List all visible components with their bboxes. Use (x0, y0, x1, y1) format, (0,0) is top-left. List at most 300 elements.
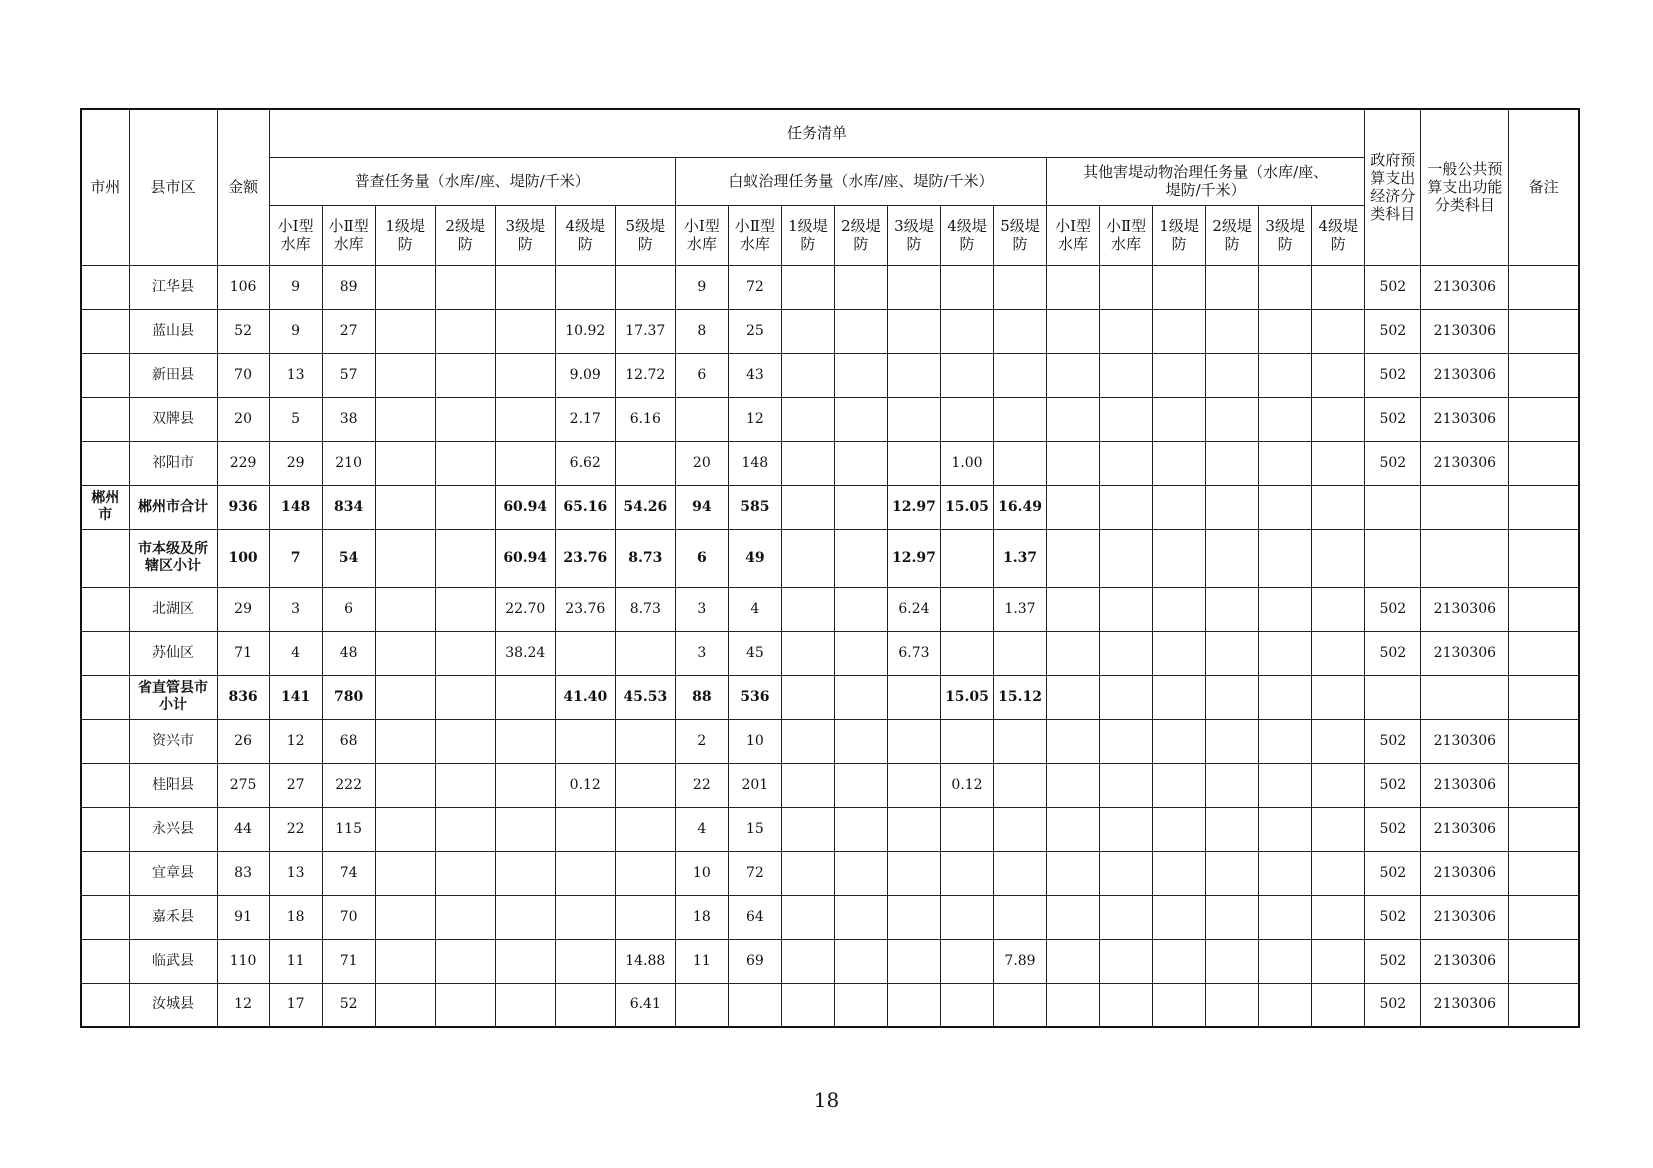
cell-survey: 54 (322, 529, 375, 587)
cell-other (1100, 719, 1153, 763)
cell-survey: 4 (269, 631, 322, 675)
cell-termite (781, 983, 834, 1027)
cell-termite: 4 (675, 807, 728, 851)
cell-other (1100, 895, 1153, 939)
header-other-col: 2级堤防 (1206, 205, 1259, 265)
cell-termite (940, 631, 993, 675)
cell-survey: 3 (269, 587, 322, 631)
cell-termite (834, 485, 887, 529)
cell-termite: 18 (675, 895, 728, 939)
cell-termite: 3 (675, 587, 728, 631)
cell-survey: 65.16 (555, 485, 615, 529)
cell-survey (615, 807, 675, 851)
cell-termite: 2 (675, 719, 728, 763)
cell-termite (834, 397, 887, 441)
cell-termite (994, 763, 1047, 807)
cell-city (81, 353, 129, 397)
cell-termite: 12 (728, 397, 781, 441)
cell-amount: 52 (217, 309, 269, 353)
cell-remark (1509, 631, 1579, 675)
cell-termite (834, 587, 887, 631)
cell-survey: 834 (322, 485, 375, 529)
cell-other (1047, 587, 1100, 631)
cell-survey: 5 (269, 397, 322, 441)
cell-termite (994, 719, 1047, 763)
cell-termite (994, 397, 1047, 441)
cell-termite (940, 309, 993, 353)
cell-termite (834, 309, 887, 353)
cell-func-class: 2130306 (1421, 441, 1509, 485)
table-row (81, 631, 1579, 675)
cell-termite (834, 719, 887, 763)
cell-other (1100, 939, 1153, 983)
cell-other (1100, 309, 1153, 353)
cell-other (1153, 763, 1206, 807)
cell-city (81, 587, 129, 631)
cell-econ-class: 502 (1365, 851, 1421, 895)
table-row (81, 353, 1579, 397)
cell-survey: 13 (269, 353, 322, 397)
header-termite-col: 5级堤防 (994, 205, 1047, 265)
cell-remark (1509, 763, 1579, 807)
cell-other (1206, 485, 1259, 529)
header-survey-col: 1级堤防 (375, 205, 435, 265)
cell-func-class: 2130306 (1421, 807, 1509, 851)
cell-survey (375, 353, 435, 397)
cell-other (1047, 983, 1100, 1027)
cell-remark (1509, 983, 1579, 1027)
cell-survey: 9.09 (555, 353, 615, 397)
cell-other (1206, 851, 1259, 895)
cell-other (1100, 763, 1153, 807)
cell-other (1312, 631, 1365, 675)
cell-city (81, 851, 129, 895)
cell-survey: 38.24 (495, 631, 555, 675)
cell-survey: 11 (269, 939, 322, 983)
cell-survey (435, 763, 495, 807)
cell-termite: 0.12 (940, 763, 993, 807)
cell-other (1312, 939, 1365, 983)
cell-survey (435, 675, 495, 719)
cell-city (81, 983, 129, 1027)
cell-termite (940, 265, 993, 309)
cell-survey: 68 (322, 719, 375, 763)
cell-survey: 29 (269, 441, 322, 485)
cell-other (1312, 895, 1365, 939)
cell-other (1312, 265, 1365, 309)
cell-survey (375, 309, 435, 353)
cell-survey: 222 (322, 763, 375, 807)
cell-termite (781, 851, 834, 895)
cell-termite (781, 939, 834, 983)
header-termite-col: 4级堤防 (940, 205, 993, 265)
cell-termite (834, 631, 887, 675)
cell-survey (435, 353, 495, 397)
cell-survey: 22 (269, 807, 322, 851)
cell-termite (994, 265, 1047, 309)
cell-func-class: 2130306 (1421, 763, 1509, 807)
cell-other (1100, 265, 1153, 309)
cell-termite (887, 309, 940, 353)
cell-survey: 10.92 (555, 309, 615, 353)
cell-termite (994, 851, 1047, 895)
cell-termite: 16.49 (994, 485, 1047, 529)
cell-termite (887, 939, 940, 983)
cell-other (1153, 587, 1206, 631)
cell-other (1153, 895, 1206, 939)
cell-other (1047, 763, 1100, 807)
cell-func-class: 2130306 (1421, 353, 1509, 397)
cell-survey (495, 353, 555, 397)
cell-survey: 6 (322, 587, 375, 631)
cell-termite: 64 (728, 895, 781, 939)
cell-termite (781, 895, 834, 939)
cell-termite (887, 397, 940, 441)
task-list-table (80, 108, 1580, 1028)
table-row (81, 309, 1579, 353)
cell-termite (781, 631, 834, 675)
cell-termite (887, 353, 940, 397)
cell-termite (834, 441, 887, 485)
cell-termite (728, 983, 781, 1027)
cell-termite (781, 529, 834, 587)
cell-amount: 106 (217, 265, 269, 309)
cell-other (1047, 631, 1100, 675)
cell-termite (834, 763, 887, 807)
cell-func-class (1421, 529, 1509, 587)
cell-func-class: 2130306 (1421, 851, 1509, 895)
cell-remark (1509, 895, 1579, 939)
cell-econ-class: 502 (1365, 939, 1421, 983)
cell-amount: 83 (217, 851, 269, 895)
cell-survey: 38 (322, 397, 375, 441)
cell-termite (994, 309, 1047, 353)
cell-survey: 14.88 (615, 939, 675, 983)
cell-amount: 110 (217, 939, 269, 983)
cell-other (1206, 265, 1259, 309)
cell-other (1153, 719, 1206, 763)
cell-survey (375, 807, 435, 851)
cell-other (1259, 265, 1312, 309)
cell-other (1100, 441, 1153, 485)
header-survey-col: 5级堤防 (615, 205, 675, 265)
cell-other (1047, 807, 1100, 851)
table-row (81, 983, 1579, 1027)
cell-remark (1509, 529, 1579, 587)
cell-survey (555, 719, 615, 763)
cell-other (1153, 529, 1206, 587)
cell-amount: 29 (217, 587, 269, 631)
cell-survey: 27 (322, 309, 375, 353)
cell-other (1100, 983, 1153, 1027)
cell-survey (555, 851, 615, 895)
cell-termite (994, 807, 1047, 851)
cell-other (1259, 441, 1312, 485)
cell-remark (1509, 485, 1579, 529)
header-survey-col: 小Ⅰ型水库 (269, 205, 322, 265)
cell-county: 江华县 (129, 265, 217, 309)
cell-termite (781, 719, 834, 763)
cell-termite: 3 (675, 631, 728, 675)
cell-county: 资兴市 (129, 719, 217, 763)
cell-termite (781, 587, 834, 631)
cell-econ-class: 502 (1365, 895, 1421, 939)
cell-survey: 0.12 (555, 763, 615, 807)
cell-other (1259, 485, 1312, 529)
cell-other (1259, 529, 1312, 587)
cell-amount: 26 (217, 719, 269, 763)
cell-termite (940, 807, 993, 851)
cell-amount: 229 (217, 441, 269, 485)
cell-remark (1509, 265, 1579, 309)
cell-other (1312, 397, 1365, 441)
cell-survey: 115 (322, 807, 375, 851)
table-row (81, 851, 1579, 895)
cell-county: 汝城县 (129, 983, 217, 1027)
cell-other (1259, 983, 1312, 1027)
cell-termite: 6 (675, 529, 728, 587)
cell-county: 嘉禾县 (129, 895, 217, 939)
cell-termite: 15 (728, 807, 781, 851)
cell-city (81, 895, 129, 939)
cell-survey: 60.94 (495, 529, 555, 587)
cell-termite (994, 983, 1047, 1027)
cell-termite: 10 (728, 719, 781, 763)
cell-survey: 27 (269, 763, 322, 807)
cell-func-class: 2130306 (1421, 939, 1509, 983)
cell-city (81, 441, 129, 485)
header-other-col: 3级堤防 (1259, 205, 1312, 265)
cell-city (81, 397, 129, 441)
cell-survey (435, 719, 495, 763)
cell-termite: 6.24 (887, 587, 940, 631)
cell-other (1206, 763, 1259, 807)
cell-survey (615, 763, 675, 807)
table-row (81, 939, 1579, 983)
cell-termite (834, 807, 887, 851)
cell-survey: 71 (322, 939, 375, 983)
cell-termite (834, 851, 887, 895)
cell-econ-class: 502 (1365, 397, 1421, 441)
cell-termite: 25 (728, 309, 781, 353)
cell-survey (375, 895, 435, 939)
cell-county: 永兴县 (129, 807, 217, 851)
cell-survey (435, 441, 495, 485)
cell-other (1206, 807, 1259, 851)
cell-other (1047, 441, 1100, 485)
cell-other (1312, 675, 1365, 719)
cell-other (1312, 309, 1365, 353)
cell-amount: 12 (217, 983, 269, 1027)
cell-survey: 17 (269, 983, 322, 1027)
header-survey-col: 4级堤防 (555, 205, 615, 265)
cell-survey: 6.16 (615, 397, 675, 441)
cell-city (81, 807, 129, 851)
cell-termite (781, 485, 834, 529)
cell-termite: 72 (728, 851, 781, 895)
cell-func-class: 2130306 (1421, 983, 1509, 1027)
cell-termite (887, 851, 940, 895)
cell-survey (615, 895, 675, 939)
cell-other (1153, 397, 1206, 441)
cell-survey (435, 983, 495, 1027)
cell-survey (375, 441, 435, 485)
cell-county: 北湖区 (129, 587, 217, 631)
cell-county: 双牌县 (129, 397, 217, 441)
cell-other (1259, 763, 1312, 807)
cell-other (1312, 983, 1365, 1027)
cell-county: 郴州市合计 (129, 485, 217, 529)
header-other-col: 4级堤防 (1312, 205, 1365, 265)
cell-termite (940, 719, 993, 763)
cell-other (1100, 485, 1153, 529)
cell-econ-class: 502 (1365, 719, 1421, 763)
cell-other (1047, 309, 1100, 353)
cell-termite: 10 (675, 851, 728, 895)
cell-other (1312, 851, 1365, 895)
cell-termite (940, 939, 993, 983)
cell-survey (615, 265, 675, 309)
cell-survey (375, 265, 435, 309)
cell-termite: 1.37 (994, 587, 1047, 631)
cell-other (1153, 309, 1206, 353)
header-group-other: 其他害堤动物治理任务量（水库/座、堤防/千米） (1047, 157, 1365, 205)
cell-termite (994, 895, 1047, 939)
cell-other (1206, 353, 1259, 397)
cell-city (81, 939, 129, 983)
table-row (81, 763, 1579, 807)
cell-termite (994, 441, 1047, 485)
cell-survey (495, 675, 555, 719)
cell-survey (435, 807, 495, 851)
cell-other (1259, 675, 1312, 719)
cell-termite (781, 265, 834, 309)
cell-city (81, 763, 129, 807)
cell-other (1259, 939, 1312, 983)
cell-termite: 20 (675, 441, 728, 485)
cell-survey (615, 851, 675, 895)
cell-amount: 70 (217, 353, 269, 397)
cell-amount: 71 (217, 631, 269, 675)
cell-city (81, 309, 129, 353)
cell-survey (435, 529, 495, 587)
cell-termite: 94 (675, 485, 728, 529)
table-row (81, 587, 1579, 631)
cell-termite: 6 (675, 353, 728, 397)
cell-termite: 6.73 (887, 631, 940, 675)
cell-survey (495, 309, 555, 353)
cell-other (1047, 895, 1100, 939)
cell-city (81, 719, 129, 763)
cell-survey (375, 719, 435, 763)
cell-county: 宜章县 (129, 851, 217, 895)
cell-survey (615, 631, 675, 675)
header-survey-col: 3级堤防 (495, 205, 555, 265)
cell-other (1259, 353, 1312, 397)
cell-termite: 1.37 (994, 529, 1047, 587)
cell-survey: 9 (269, 265, 322, 309)
cell-func-class: 2130306 (1421, 265, 1509, 309)
cell-county: 苏仙区 (129, 631, 217, 675)
cell-other (1206, 529, 1259, 587)
cell-other (1259, 895, 1312, 939)
cell-amount: 836 (217, 675, 269, 719)
cell-other (1153, 807, 1206, 851)
cell-amount: 936 (217, 485, 269, 529)
cell-termite: 15.05 (940, 485, 993, 529)
header-survey-col: 2级堤防 (435, 205, 495, 265)
cell-other (1047, 529, 1100, 587)
cell-termite (834, 529, 887, 587)
cell-other (1206, 675, 1259, 719)
cell-func-class: 2130306 (1421, 397, 1509, 441)
cell-termite: 1.00 (940, 441, 993, 485)
cell-termite (834, 939, 887, 983)
cell-termite: 536 (728, 675, 781, 719)
cell-termite: 7.89 (994, 939, 1047, 983)
cell-remark (1509, 939, 1579, 983)
cell-func-class: 2130306 (1421, 895, 1509, 939)
cell-survey (495, 983, 555, 1027)
cell-other (1153, 265, 1206, 309)
cell-survey: 6.41 (615, 983, 675, 1027)
cell-termite (675, 397, 728, 441)
header-amount: 金额 (217, 109, 269, 265)
cell-other (1206, 441, 1259, 485)
cell-other (1153, 631, 1206, 675)
cell-remark (1509, 441, 1579, 485)
cell-other (1153, 939, 1206, 983)
cell-other (1206, 719, 1259, 763)
cell-termite: 9 (675, 265, 728, 309)
cell-survey (375, 397, 435, 441)
cell-termite (994, 631, 1047, 675)
cell-survey: 54.26 (615, 485, 675, 529)
cell-other (1206, 983, 1259, 1027)
cell-survey (375, 763, 435, 807)
cell-survey (615, 441, 675, 485)
cell-econ-class: 502 (1365, 763, 1421, 807)
cell-termite: 148 (728, 441, 781, 485)
cell-survey: 52 (322, 983, 375, 1027)
cell-termite (940, 353, 993, 397)
cell-survey (375, 851, 435, 895)
cell-other (1100, 851, 1153, 895)
cell-survey (375, 983, 435, 1027)
cell-other (1100, 807, 1153, 851)
cell-survey (435, 265, 495, 309)
cell-survey (435, 851, 495, 895)
cell-termite (940, 983, 993, 1027)
cell-city (81, 265, 129, 309)
cell-other (1312, 529, 1365, 587)
table-row (81, 265, 1579, 309)
cell-other (1312, 807, 1365, 851)
cell-remark (1509, 719, 1579, 763)
cell-county: 祁阳市 (129, 441, 217, 485)
cell-termite: 15.05 (940, 675, 993, 719)
cell-survey (375, 675, 435, 719)
cell-survey (495, 397, 555, 441)
cell-termite (675, 983, 728, 1027)
header-termite-col: 2级堤防 (834, 205, 887, 265)
cell-other (1153, 675, 1206, 719)
cell-other (1047, 719, 1100, 763)
cell-termite (887, 895, 940, 939)
table-row (81, 397, 1579, 441)
cell-other (1259, 587, 1312, 631)
cell-other (1047, 675, 1100, 719)
